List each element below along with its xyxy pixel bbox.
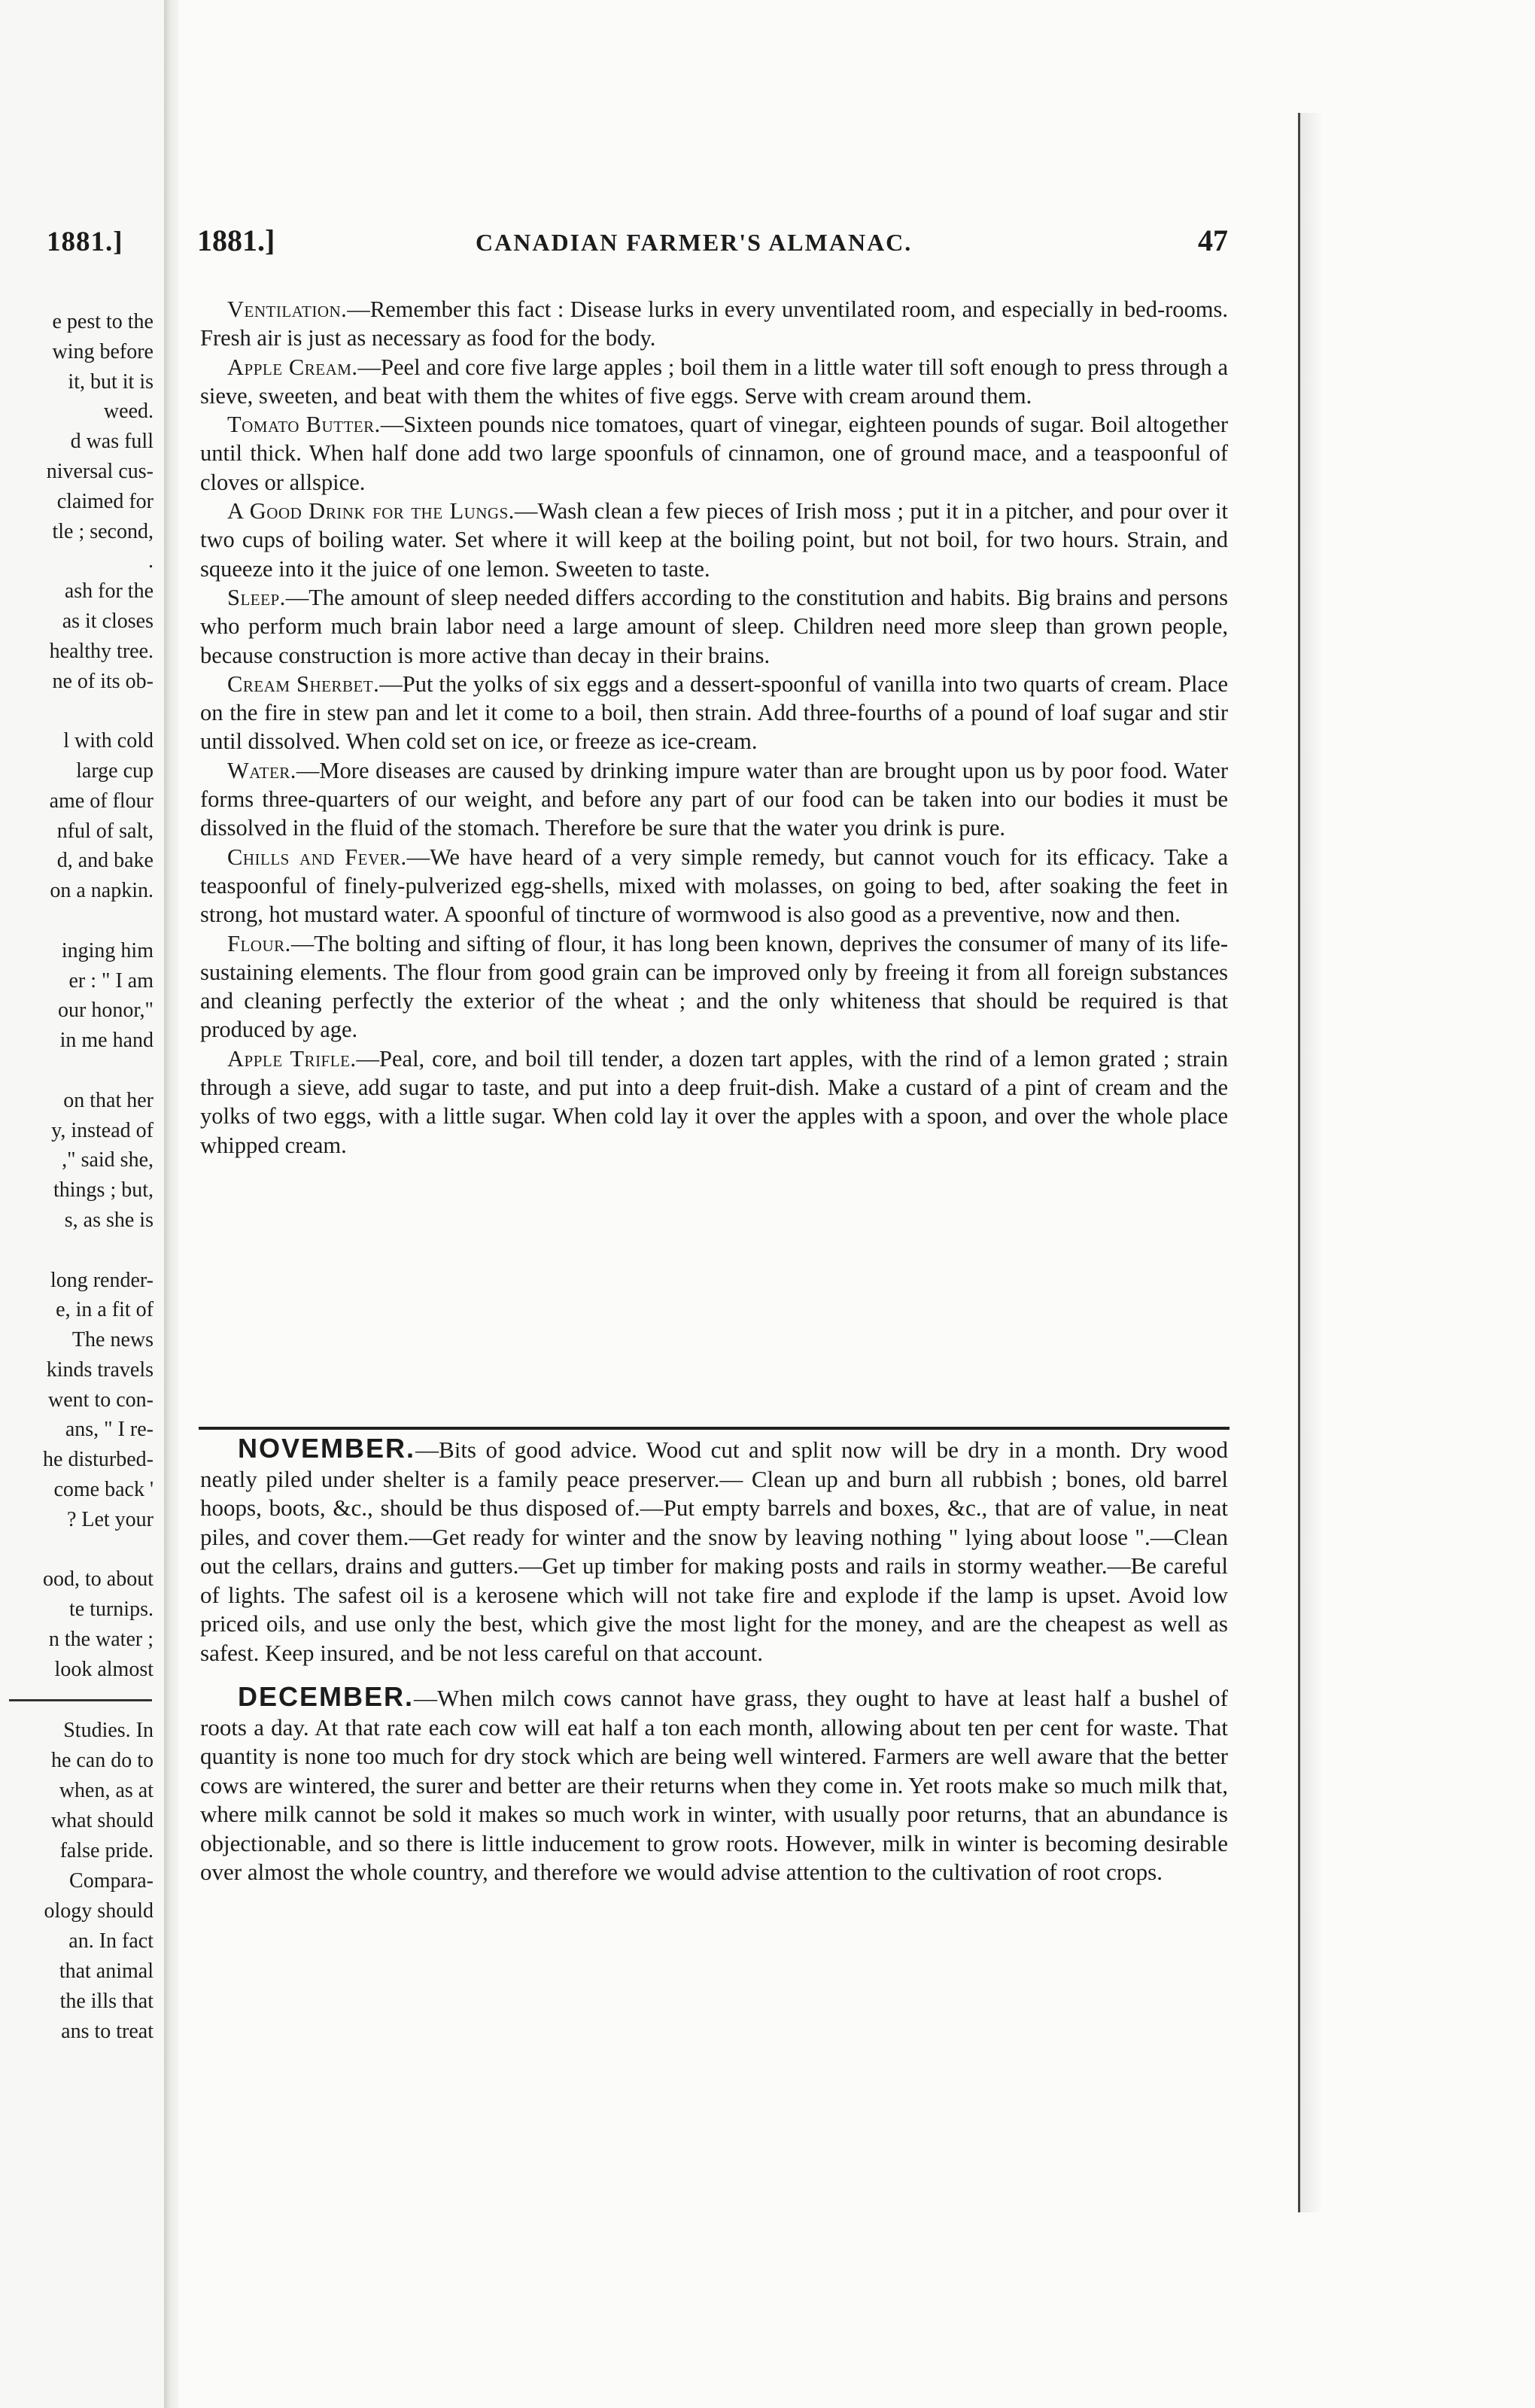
left-line: he can do to: [50, 1749, 154, 1772]
book-gutter: [164, 0, 179, 2408]
left-line: the ills that: [59, 1990, 154, 2013]
recipe-heading: Apple Trifle.: [227, 1045, 357, 1072]
page-number: 47: [1198, 223, 1228, 257]
left-line: long render-: [50, 1268, 154, 1292]
left-line: n the water ;: [48, 1628, 154, 1652]
left-line: on that her: [63, 1088, 154, 1112]
recipe-paragraph: [200, 1044, 1228, 1160]
left-line: ans, " I re-: [65, 1418, 154, 1442]
month-paragraph: [200, 1683, 1228, 1887]
left-page-lines: [0, 307, 154, 1685]
left-page-fragment: [0, 0, 164, 2408]
left-line: ? Let your: [66, 1507, 154, 1531]
recipe-heading: A Good Drink for the Lungs.: [227, 498, 515, 524]
left-line: ology should: [44, 1899, 154, 1923]
page-edge: [1298, 113, 1323, 2212]
recipe-paragraph: [200, 843, 1228, 929]
recipe-paragraph: [200, 410, 1228, 497]
recipe-text: —Put the yolks of six eggs and a dessert-spoonful of vanilla into two quarts of cream. Place on the fire in stew pan and let it come to a boil, then strain. Add three-fourths of a pound of loaf sugar and stir until dissolved. When cold set on ice, or freeze as ice-cream.: [200, 670, 1228, 755]
left-line: e pest to the: [52, 310, 154, 333]
left-line: The news: [71, 1328, 154, 1352]
month-paragraph: [200, 1434, 1228, 1668]
left-line: false pride.: [59, 1839, 154, 1862]
left-line: d, and bake: [56, 849, 154, 873]
left-line: ans to treat: [61, 2020, 154, 2043]
recipe-text: —Peal, core, and boil till tender, a dozen tart apples, with the rind of a lemon grated ; strain through a sieve, add sugar to taste, and put into a deep fruit-dish. Make a custard of a pint of cream and the yolks of two eggs, with a little sugar. When cold lay it over the apples with a spoon, and over the whole place whipped cream.: [200, 1045, 1228, 1158]
left-line: ," said she,: [62, 1148, 154, 1172]
recipe-text: —More diseases are caused by drinking impure water than are brought upon us by poor food. Water forms three-quarters of our weight, and before any part of our food can be taken into our bodies it must be dissolved in the fluid of the stomach. Therefore be sure that the water you drink is pure.: [200, 757, 1228, 841]
left-line: when, as at: [59, 1779, 154, 1802]
left-line: our honor,": [58, 999, 154, 1023]
recipe-text: —Peel and core five large apples ; boil them in a little water till soft enough to press through a sieve, sweeten, and beat with them the whites of five eggs. Serve with cream around them.: [200, 354, 1228, 409]
left-line: e, in a fit of: [56, 1298, 154, 1322]
left-line: claimed for: [56, 489, 154, 513]
recipe-text: —The amount of sleep needed differs according to the constitution and habits. Big brains and persons who perform much brain labor need a large amount of sleep. Children need more sleep than grown people, because construction is more active than decay in their brains.: [200, 584, 1228, 668]
left-line: er : " I am: [68, 968, 154, 993]
left-line: went to con-: [48, 1388, 154, 1412]
recipe-text: —We have heard of a very simple remedy, but cannot vouch for its efficacy. Take a teaspoonful of finely-pulverized egg-shells, mixed with molasses, on going to bed, after soaking the feet in strong, hot mustard water. A spoonful of tincture of wormwood is also good as a preventive, now and then.: [200, 844, 1229, 928]
left-line: what should: [50, 1809, 154, 1832]
header-year: 1881.]: [197, 223, 275, 257]
recipe-heading: Ventilation.: [227, 296, 348, 322]
running-header: [197, 223, 1228, 260]
left-line: as it closes: [62, 609, 154, 633]
recipe-text: —The bolting and sifting of flour, it has long been known, deprives the consumer of many of its life-sustaining elements. The flour from good grain can be improved only by freeing it from all foreign substances and cleaning perfectly the exterior of the wheat ; and the only whiteness that should be required is that produced by age.: [200, 930, 1228, 1043]
recipe-paragraph: [200, 353, 1228, 411]
left-line: weed.: [103, 400, 154, 424]
left-line: kinds travels: [46, 1358, 154, 1382]
left-line: [0, 696, 154, 726]
recipe-paragraph: [200, 295, 1228, 353]
left-line: that animal: [59, 1960, 154, 1983]
recipe-heading: Tomato Butter.: [227, 412, 381, 438]
left-line: tle ; second,: [52, 519, 154, 543]
recipe-text: —Sixteen pounds nice tomatoes, quart of vinegar, eighteen pounds of sugar. Boil altogether until thick. When half done add two large spoonfuls of cinnamon, one of ground mace, and a teaspoonful of cloves or allspice.: [200, 412, 1229, 495]
month-text: —When milch cows cannot have grass, they ought to have at least half a bushel of roots a day. At that rate each cow will eat half a ton each month, allowing about ten per cent for waste. That quantity is none too much for dry stock which are being well wintered. Farmers are well aware that the better cows are wintered, the surer and better are their returns when they come in. Yet roots make so much milk that, where milk cannot be sold it makes so much work in winter, with usually poor returns, that an abundance is objectionable, and so there is little inducement to grow roots. However, milk in winter is becoming desirable over almost the whole country, and therefore we would advise attention to the cultivation of root crops.: [200, 1685, 1228, 1885]
left-page-lines-lower: [0, 1716, 154, 2047]
left-line: te turnips.: [69, 1598, 154, 1622]
recipe-paragraph: [200, 497, 1228, 583]
recipe-heading: Flour.: [227, 930, 291, 956]
recipe-text: —Wash clean a few pieces of Irish moss ; put it in a pitcher, and pour over it two cups of boiling water. Set where it will keep at the boiling point, but not boil, for two hours. Strain, and squeeze into it the juice of one lemon. Sweeten to taste.: [200, 498, 1229, 582]
recipe-heading: Apple Cream.: [227, 354, 358, 380]
left-line: large cup: [76, 759, 154, 783]
left-line: healthy tree.: [49, 639, 154, 663]
left-line: come back ': [53, 1478, 154, 1502]
left-line: in me hand: [59, 1029, 154, 1053]
left-line: ood, to about: [43, 1567, 154, 1592]
header-title: CANADIAN FARMER'S ALMANAC.: [476, 229, 913, 256]
left-line: [0, 906, 154, 936]
left-line: it, but it is: [68, 369, 154, 394]
left-line: Compara-: [69, 1869, 154, 1893]
recipe-paragraph: [200, 756, 1228, 843]
left-line: ash for the: [64, 579, 154, 604]
recipes-section: [200, 295, 1228, 1160]
left-line: y, instead of: [51, 1118, 154, 1142]
monthly-advice-section: [200, 1434, 1228, 1902]
left-line: look almost: [54, 1657, 154, 1681]
recipe-paragraph: [200, 670, 1228, 756]
left-page-rule: [9, 1699, 152, 1701]
left-line: wing before: [52, 339, 154, 363]
recipe-heading: Sleep.: [227, 584, 286, 610]
left-line: d was full: [70, 430, 154, 454]
left-line: Studies. In: [63, 1719, 154, 1742]
left-line: .: [148, 549, 154, 573]
month-heading: NOVEMBER.: [238, 1433, 416, 1464]
recipe-paragraph: [200, 929, 1228, 1044]
left-page-header: 1881.]: [47, 227, 123, 257]
left-line: he disturbed-: [43, 1448, 154, 1472]
left-line: ne of its ob-: [52, 669, 154, 693]
left-line: [0, 1535, 154, 1565]
recipe-heading: Chills and Fever.: [227, 844, 407, 870]
left-line: nful of salt,: [56, 819, 154, 843]
month-heading: DECEMBER.: [238, 1681, 415, 1712]
recipe-text: —Remember this fact : Disease lurks in every unventilated room, and especially in bed-rooms. Fresh air is just as necessary as food for the body.: [200, 296, 1228, 351]
left-line: things ; but,: [53, 1178, 154, 1202]
left-line: l with cold: [63, 729, 154, 753]
left-line: ame of flour: [49, 789, 154, 813]
left-line: niversal cus-: [46, 459, 154, 483]
left-line: inging him: [61, 938, 154, 962]
recipe-heading: Water.: [227, 757, 296, 783]
left-line: [0, 1056, 154, 1086]
recipe-paragraph: [200, 583, 1228, 670]
left-line: s, as she is: [64, 1208, 154, 1232]
recipe-heading: Cream Sherbet.: [227, 670, 380, 697]
left-line: an. In fact: [68, 1929, 154, 1953]
section-divider: [199, 1427, 1230, 1430]
month-text: —Bits of good advice. Wood cut and split now will be dry in a month. Dry wood neatly piled under shelter is a family peace preserver.— Clean up and burn all rubbish ; bones, old barrel hoops, boots, &c., should be thus disposed of.—Put empty barrels and boxes, &c., that are of value, in neat piles, and cover them.—Get ready for winter and the snow by leaving nothing " lying about loose ".—Clean out the cellars, drains and gutters.—Get up timber for making posts and rails in stormy weather.—Be careful of lights. The safest oil is a kerosene which will not take fire and explode if the lamp is upset. Avoid low priced oils, and use only the best, which give the most light for the money, and are the cheapest as well as safest. Keep insured, and be not less careful on that account.: [200, 1437, 1228, 1666]
left-line: on a napkin.: [50, 879, 154, 903]
left-line: [0, 1236, 154, 1266]
